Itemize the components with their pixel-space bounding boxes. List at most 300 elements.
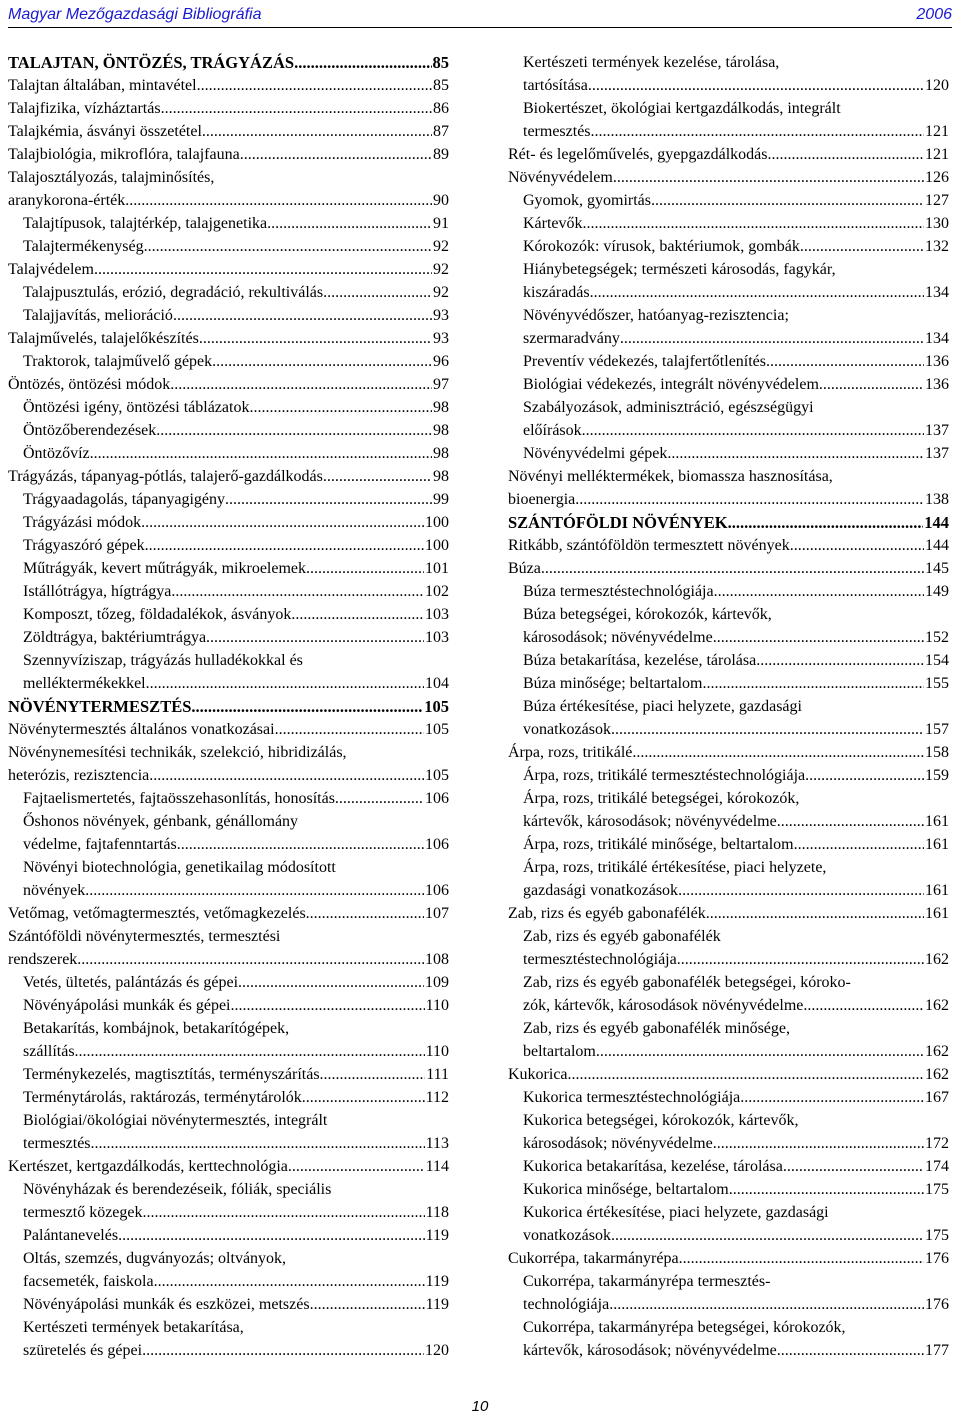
toc-entry-line (23, 419, 449, 442)
toc-entry-text: Árpa, rozs, tritikálé termesztéstechnológiája (523, 767, 806, 784)
toc-entry (8, 1017, 449, 1063)
toc-entry (508, 442, 949, 465)
toc-left-column (8, 51, 449, 1362)
toc-entry (508, 603, 949, 649)
toc-entry-line (23, 212, 449, 235)
toc-entry-text: Biológiai/ökológiai növénytermesztés, integrált (23, 1112, 328, 1129)
toc-entry-line (23, 1063, 449, 1086)
toc-page-number: 162 (925, 1066, 949, 1083)
toc-entry (508, 143, 949, 166)
toc-entry (508, 971, 949, 1017)
toc-entry (8, 1178, 449, 1224)
toc-dot-leader (306, 557, 424, 580)
toc-page-number: 174 (925, 1158, 949, 1175)
toc-page-number: 120 (925, 77, 949, 94)
toc-dot-leader (156, 419, 432, 442)
toc-dot-leader (620, 327, 924, 350)
toc-page-number: 102 (425, 583, 449, 600)
toc-entry-text: Növényházak és berendezéseik, fóliák, speciális (23, 1181, 332, 1198)
toc-dot-leader (613, 166, 924, 189)
toc-page-number: 121 (925, 146, 949, 163)
toc-page-number: 136 (925, 353, 949, 370)
toc-entry-line (523, 672, 949, 695)
toc-dot-leader (541, 557, 924, 580)
toc-dot-leader (161, 97, 432, 120)
toc-entry (508, 1270, 949, 1316)
toc-entry (8, 304, 449, 327)
toc-entry-text: TALAJTAN, ÖNTÖZÉS, TRÁGYÁZÁS (8, 53, 295, 72)
toc-entry-text: Talajkémia, ásványi összetétel (8, 123, 202, 140)
toc-entry-text: Zab, rizs és egyéb gabonafélék betegségei, kóroko- (523, 974, 851, 991)
toc-page-number: 98 (433, 422, 449, 439)
toc-entry (508, 557, 949, 580)
toc-page-number: 127 (925, 192, 949, 209)
toc-entry-text: Gyomok, gyomirtás (523, 192, 651, 209)
toc-dot-leader (288, 1155, 425, 1178)
toc-entry-line (523, 649, 949, 672)
toc-dot-leader (90, 442, 432, 465)
toc-page-number: 144 (924, 513, 949, 532)
toc-entry (508, 1201, 949, 1247)
toc-entry-text: kártevők, károsodások; növényvédelme (523, 813, 777, 830)
toc-entry-line (523, 994, 949, 1017)
toc-entry-line (508, 741, 949, 764)
toc-entry-text: Hiánybetegségek; természeti károsodás, fagykár, (523, 261, 836, 278)
toc-entry-line (523, 1178, 949, 1201)
toc-entry-text: károsodások; növényvédelme (523, 629, 713, 646)
toc-entry-line (23, 511, 449, 534)
toc-entry-text: vonatkozások (523, 721, 611, 738)
toc-page-number: 137 (925, 422, 949, 439)
toc-entry-line (8, 695, 449, 718)
toc-page-number: 119 (425, 1273, 449, 1290)
toc-entry-text: beltartalom (523, 1043, 596, 1060)
toc-entry-line (8, 327, 449, 350)
toc-dot-leader (803, 994, 924, 1017)
toc-page-number: 108 (425, 951, 449, 968)
toc-entry-line (23, 971, 449, 994)
toc-dot-leader (756, 649, 924, 672)
toc-entry-text: Őshonos növények, génbank, génállomány (23, 813, 299, 830)
toc-dot-leader (144, 235, 432, 258)
toc-entry (508, 304, 949, 350)
toc-entry-line (23, 1339, 449, 1362)
toc-entry-line (23, 626, 449, 649)
toc-page-number: 134 (925, 284, 949, 301)
toc-dot-leader (294, 51, 431, 74)
toc-dot-leader (177, 833, 424, 856)
toc-page-number: 114 (425, 1158, 449, 1175)
toc-entry (508, 856, 949, 902)
toc-entry-text: Zöldtrágya, baktériumtrágya (23, 629, 207, 646)
toc-dot-leader (568, 1063, 924, 1086)
toc-entry (8, 212, 449, 235)
toc-dot-leader (713, 626, 924, 649)
toc-entry-text: Búza termesztéstechnológiája (523, 583, 714, 600)
toc-dot-leader (323, 281, 432, 304)
toc-entry-text: Öntözés, öntözési módok (8, 376, 171, 393)
toc-entry-text: Öntözési igény, öntözési táblázatok (23, 399, 250, 416)
toc-entry-text: Talajtípusok, talajtérkép, talajgenetika (23, 215, 268, 232)
toc-dot-leader (819, 373, 924, 396)
toc-page-number: 89 (433, 146, 449, 163)
toc-page-number: 121 (925, 123, 949, 140)
toc-entry-line (523, 580, 949, 603)
toc-page-number: 98 (433, 399, 449, 416)
toc-entry-text: Növénytermesztés általános vonatkozásai (8, 721, 275, 738)
toc-entry-line (23, 1086, 449, 1109)
toc-entry (8, 971, 449, 994)
toc-dot-leader (77, 948, 424, 971)
toc-entry-text: szállítás (23, 1043, 75, 1060)
toc-entry-text: Betakarítás, kombájnok, betakarítógépek, (23, 1020, 290, 1037)
toc-entry (8, 1109, 449, 1155)
toc-entry (8, 97, 449, 120)
toc-page-number: 87 (433, 123, 449, 140)
toc-entry-line (8, 74, 449, 97)
toc-page-number: 93 (433, 330, 449, 347)
toc-dot-leader (141, 511, 424, 534)
toc-dot-leader (609, 1293, 924, 1316)
toc-entry (8, 281, 449, 304)
toc-page-number: 175 (925, 1227, 949, 1244)
toc-page-number: 105 (425, 721, 449, 738)
toc-entry-line (23, 672, 449, 695)
toc-entry (508, 672, 949, 695)
toc-dot-leader (703, 672, 925, 695)
toc-entry-text: Öntözőberendezések (23, 422, 157, 439)
toc-entry (508, 166, 949, 189)
toc-dot-leader (310, 1293, 425, 1316)
toc-entry-text: Zab, rizs és egyéb gabonafélék (523, 928, 721, 945)
toc-dot-leader (171, 580, 424, 603)
toc-entry-line (8, 373, 449, 396)
toc-entry-line (523, 1155, 949, 1178)
toc-entry (508, 902, 949, 925)
toc-entry-line (23, 1270, 449, 1293)
toc-dot-leader (143, 1201, 425, 1224)
toc-section-heading (8, 51, 449, 74)
toc-entry-line (523, 948, 949, 971)
toc-entry-text: Növényi melléktermékek, biomassza hasznosítása, (508, 468, 833, 485)
toc-entry-line (523, 1224, 949, 1247)
toc-page-number: 103 (425, 629, 449, 646)
toc-entry-line (523, 764, 949, 787)
toc-entry-text: Trágyaadagolás, tápanyagigény (23, 491, 226, 508)
toc-entry (508, 1017, 949, 1063)
toc-entry (508, 1155, 949, 1178)
toc-entry-text: Búza betegségei, kórokozók, kártevők, (523, 606, 772, 623)
toc-entry (8, 465, 449, 488)
toc-entry-text: vonatkozások (523, 1227, 611, 1244)
toc-page-number: 120 (425, 1342, 449, 1359)
toc-entry (8, 396, 449, 419)
toc-entry-text: előírások (523, 422, 582, 439)
toc-dot-leader (678, 879, 924, 902)
header-year: 2006 (916, 6, 952, 23)
toc-entry-text: kártevők, károsodások; növényvédelme (523, 1342, 777, 1359)
toc-entry-text: Kukorica minősége, beltartalom (523, 1181, 729, 1198)
toc-entry-text: Terménytárolás, raktározás, terménytárolók (23, 1089, 302, 1106)
toc-entry-text: Cukorrépa, takarmányrépa betegségei, kórokozók, (523, 1319, 846, 1336)
toc-entry-line (8, 948, 449, 971)
toc-entry (8, 258, 449, 281)
toc-entry-line (523, 718, 949, 741)
toc-entry-line (523, 281, 949, 304)
toc-dot-leader (118, 1224, 425, 1247)
toc-entry-line (523, 1293, 949, 1316)
toc-dot-leader (728, 511, 924, 534)
toc-page-number: 157 (925, 721, 949, 738)
toc-entry-line (523, 373, 949, 396)
toc-entry-text: Kertészeti termények betakarítása, (23, 1319, 244, 1336)
toc-dot-leader (125, 189, 432, 212)
toc-page-number: 92 (433, 238, 449, 255)
toc-entry (508, 212, 949, 235)
toc-entry-text: termesztés (523, 123, 591, 140)
toc-page-number: 101 (425, 560, 449, 577)
toc-entry (8, 1293, 449, 1316)
toc-entry (8, 810, 449, 856)
toc-entry-text: Istállótrágya, hígtrágya (23, 583, 172, 600)
toc-dot-leader (291, 603, 424, 626)
toc-entry-line (23, 235, 449, 258)
toc-entry (8, 925, 449, 971)
toc-entry (508, 1316, 949, 1362)
toc-entry-text: Traktorok, talajművelő gépek (23, 353, 213, 370)
toc-entry-text: Növényvédelem (508, 169, 613, 186)
toc-entry-text: Zab, rizs és egyéb gabonafélék minősége, (523, 1020, 791, 1037)
toc-entry-text: Cukorrépa, takarmányrépa (508, 1250, 679, 1267)
toc-entry-text: melléktermékekkel (23, 675, 146, 692)
toc-entry-line (8, 764, 449, 787)
toc-entry (8, 488, 449, 511)
toc-dot-leader (677, 948, 924, 971)
toc-entry-text: Zab, rizs és egyéb gabonafélék (508, 905, 706, 922)
toc-dot-leader (591, 120, 924, 143)
toc-dot-leader (679, 1247, 924, 1270)
toc-dot-leader (794, 833, 924, 856)
toc-entry-text: Biológiai védekezés, integrált növényvédelem (523, 376, 819, 393)
toc-entry-line (523, 350, 949, 373)
toc-page-number: 107 (425, 905, 449, 922)
toc-entry-text: Talajosztályozás, talajminősítés, (8, 169, 215, 186)
toc-entry-text: Kukorica értékesítése, piaci helyzete, gazdasági (523, 1204, 829, 1221)
toc-entry (8, 166, 449, 212)
toc-entry-text: aranykorona-érték (8, 192, 126, 209)
toc-dot-leader (320, 1063, 426, 1086)
toc-entry-line (523, 120, 949, 143)
toc-page-number: 144 (925, 537, 949, 554)
toc-entry (8, 649, 449, 695)
toc-entry-text: Árpa, rozs, tritikálé minősége, beltartalom (523, 836, 794, 853)
toc-section-heading (8, 695, 449, 718)
toc-page-number: 85 (433, 77, 449, 94)
toc-entry (8, 511, 449, 534)
toc-entry (8, 120, 449, 143)
toc-entry-line (523, 1040, 949, 1063)
page-number: 10 (471, 1398, 489, 1415)
toc-page-number: 91 (433, 215, 449, 232)
toc-entry-line (8, 143, 449, 166)
toc-entry-line (508, 511, 949, 534)
toc-page-number: 85 (432, 53, 449, 72)
toc-entry-text: Árpa, rozs, tritikálé betegségei, kórokozók, (523, 790, 800, 807)
toc-entry (508, 396, 949, 442)
toc-page-number: 138 (925, 491, 949, 508)
toc-entry-text: Kukorica termesztéstechnológiája (523, 1089, 741, 1106)
toc-dot-leader (225, 488, 432, 511)
toc-entry (8, 1316, 449, 1362)
toc-entry-text: Kertészeti termények kezelése, tárolása, (523, 54, 780, 71)
toc-entry-text: termesztő közegek (23, 1204, 143, 1221)
toc-entry-text: Növényi biotechnológia, genetikailag módosított (23, 859, 336, 876)
toc-dot-leader (767, 143, 924, 166)
toc-entry (8, 373, 449, 396)
toc-entry (8, 741, 449, 787)
toc-dot-leader (714, 580, 924, 603)
toc-dot-leader (191, 695, 423, 718)
toc-entry (508, 833, 949, 856)
toc-entry (8, 74, 449, 97)
toc-entry-text: Talajvédelem (8, 261, 94, 278)
toc-entry (508, 1109, 949, 1155)
toc-section-heading (508, 511, 949, 534)
toc-page-number: 176 (925, 1296, 949, 1313)
toc-entry (508, 465, 949, 511)
toc-page-number: 100 (425, 514, 449, 531)
toc-entry-line (523, 442, 949, 465)
toc-dot-leader (800, 235, 924, 258)
toc-entry-text: Növényápolási munkák és gépei (23, 997, 231, 1014)
toc-entry-text: Talajtermékenység (23, 238, 144, 255)
toc-page-number: 172 (925, 1135, 949, 1152)
toc-entry (8, 580, 449, 603)
toc-entry-line (23, 1293, 449, 1316)
toc-dot-leader (783, 1155, 924, 1178)
toc-entry-line (508, 143, 949, 166)
toc-entry-line (508, 488, 949, 511)
toc-entry-line (523, 833, 949, 856)
toc-dot-leader (596, 1040, 924, 1063)
toc-entry (508, 189, 949, 212)
toc-dot-leader (75, 1040, 425, 1063)
toc-dot-leader (777, 1339, 924, 1362)
toc-dot-leader (238, 971, 424, 994)
toc-page-number: 159 (925, 767, 949, 784)
toc-page-number: 105 (425, 767, 449, 784)
toc-entry (8, 856, 449, 902)
toc-entry-text: Műtrágyák, kevert műtrágyák, mikroelemek (23, 560, 307, 577)
toc-page-number: 105 (424, 697, 449, 716)
toc-page-number: 137 (925, 445, 949, 462)
toc-page-number: 175 (925, 1181, 949, 1198)
toc-page-number: 106 (425, 790, 449, 807)
toc-entry-line (23, 994, 449, 1017)
toc-entry-line (23, 281, 449, 304)
toc-dot-leader (302, 1086, 425, 1109)
toc-dot-leader (766, 350, 924, 373)
toc-page-number: 100 (425, 537, 449, 554)
toc-dot-leader (149, 764, 424, 787)
toc-dot-leader (267, 212, 432, 235)
toc-entry-text: Talajjavítás, melioráció (23, 307, 173, 324)
toc-page-number: 161 (925, 836, 949, 853)
toc-dot-leader (706, 902, 924, 925)
toc-page-number: 104 (425, 675, 449, 692)
toc-page-number: 90 (433, 192, 449, 209)
toc-dot-leader (583, 212, 924, 235)
toc-entry-text: növények (23, 882, 86, 899)
toc-entry (8, 902, 449, 925)
toc-entry (508, 258, 949, 304)
toc-entry-text: gazdasági vonatkozások (523, 882, 679, 899)
toc-entry-line (23, 534, 449, 557)
toc-page-number: 152 (925, 629, 949, 646)
toc-entry-line (23, 442, 449, 465)
toc-entry-text: facsemeték, faiskola (23, 1273, 154, 1290)
toc-dot-leader (91, 1132, 425, 1155)
toc-page-number: 176 (925, 1250, 949, 1267)
toc-dot-leader (170, 373, 432, 396)
toc-page-number: 106 (425, 836, 449, 853)
toc-entry-line (523, 626, 949, 649)
toc-entry-text: Talajpusztulás, erózió, degradáció, rekultiválás (23, 284, 324, 301)
toc-dot-leader (632, 741, 924, 764)
toc-entry-line (23, 350, 449, 373)
toc-entry-text: Trágyázás, tápanyag-pótlás, talajerő-gazdálkodás (8, 468, 323, 485)
toc-entry (508, 925, 949, 971)
toc-dot-leader (146, 672, 424, 695)
toc-page-number: 145 (925, 560, 949, 577)
toc-entry-text: Trágyaszóró gépek (23, 537, 145, 554)
toc-entry (8, 1247, 449, 1293)
toc-entry-line (23, 833, 449, 856)
toc-dot-leader (323, 465, 432, 488)
toc-entry-line (523, 212, 949, 235)
toc-entry (8, 787, 449, 810)
toc-entry-text: Szennyvíziszap, trágyázás hulladékokkal és (23, 652, 303, 669)
toc-dot-leader (142, 1339, 424, 1362)
toc-entry-text: Cukorrépa, takarmányrépa termesztés- (523, 1273, 771, 1290)
toc-page-number: 98 (433, 445, 449, 462)
toc-dot-leader (197, 74, 432, 97)
toc-entry-line (523, 1132, 949, 1155)
toc-entry-text: Talajfizika, vízháztartás (8, 100, 161, 117)
toc-page-number: 161 (925, 882, 949, 899)
toc-entry-text: Szántóföldi növénytermesztés, termesztési (8, 928, 281, 945)
toc-entry (508, 580, 949, 603)
toc-entry-text: Oltás, szemzés, dugványozás; oltványok, (23, 1250, 287, 1267)
toc-entry-line (508, 1247, 949, 1270)
toc-entry (8, 143, 449, 166)
toc-entry-text: Talajművelés, talajelőkészítés (8, 330, 199, 347)
toc-entry (508, 51, 949, 97)
toc-entry (508, 235, 949, 258)
toc-entry (8, 442, 449, 465)
toc-entry-text: Búza minősége; beltartalom (523, 675, 703, 692)
toc-entry-line (23, 787, 449, 810)
toc-entry-text: Öntözővíz (23, 445, 90, 462)
toc-dot-leader (611, 1224, 924, 1247)
toc-entry-line (523, 74, 949, 97)
toc-entry-text: Vetőmag, vetőmagtermesztés, vetőmagkezelés (8, 905, 306, 922)
toc-entry-text: rendszerek (8, 951, 78, 968)
toc-entry-text: termesztés (23, 1135, 91, 1152)
toc-entry (8, 994, 449, 1017)
toc-entry (8, 534, 449, 557)
toc-entry (508, 1247, 949, 1270)
